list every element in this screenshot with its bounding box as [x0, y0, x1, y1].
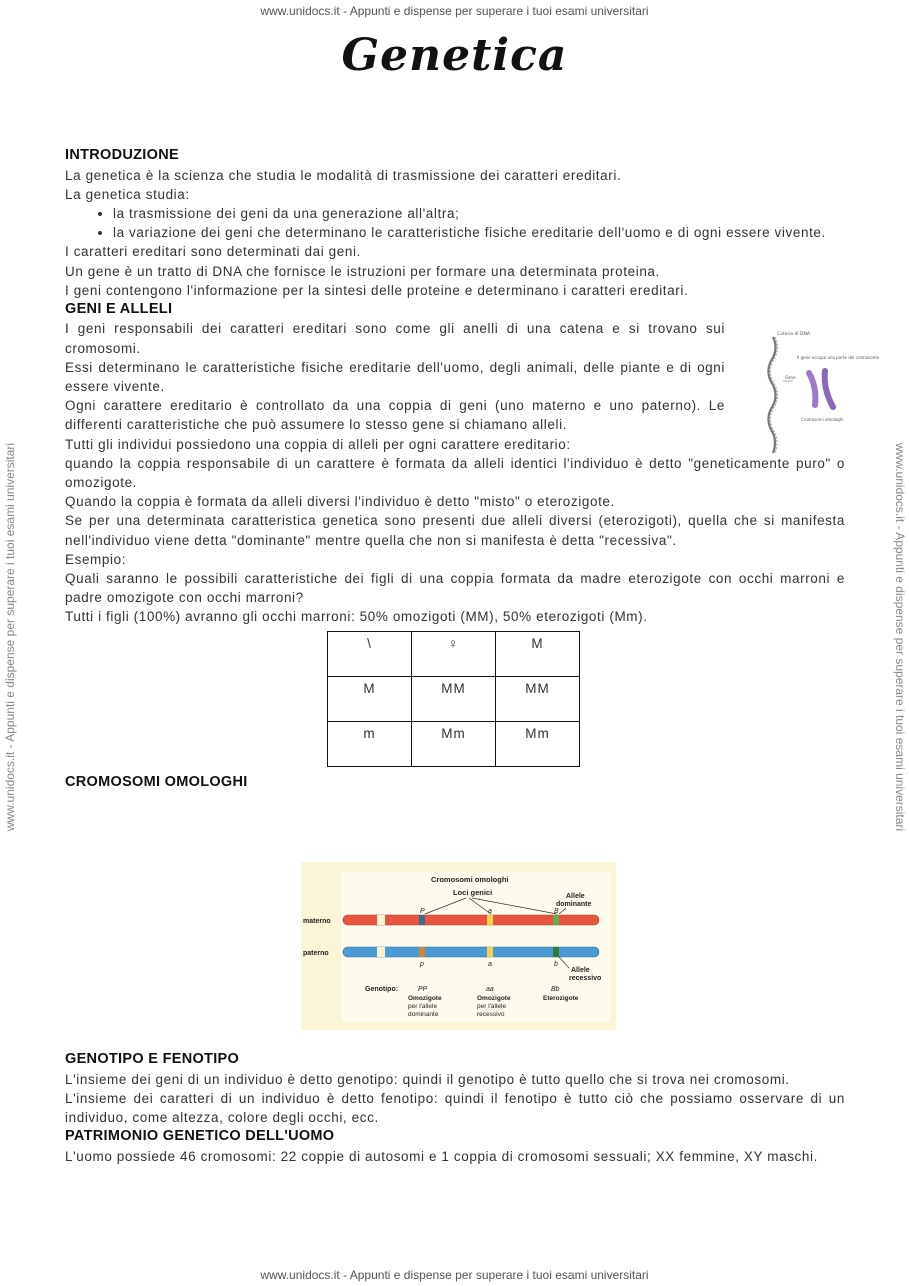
geni-p3: Ogni carattere ereditario è controllato da una coppia di geni (uno materno e uno paterno). Le differenti caratteristiche che può assumere lo stesso gene si chiamano alleli. — [65, 398, 725, 433]
allele-P: P — [420, 908, 425, 915]
genotipo-p1: L'insieme dei geni di un individuo è detto genotipo: quindi il genotipo è tutto quello che si trova nei cromosomi. — [65, 1071, 790, 1087]
gene-locus — [487, 915, 493, 925]
chromosome-shape — [825, 371, 833, 407]
heading-introduzione: INTRODUZIONE — [65, 147, 179, 163]
centromere — [377, 915, 385, 925]
materno-label: materno — [303, 918, 331, 925]
geni-block — [65, 319, 880, 434]
chromosome-shape — [809, 373, 815, 405]
watermark-top: www.unidocs.it - Appunti e dispense per superare i tuoi esami universitari — [260, 4, 649, 18]
allele-dominant-label: Allele — [566, 893, 585, 900]
figure-label: Cromosomi omologhi — [801, 417, 844, 423]
desc: per l'allele — [477, 1003, 507, 1010]
figure-label: Il gene occupa una parte del cromosoma — [797, 355, 880, 361]
allele-B: B — [554, 908, 559, 915]
gene-locus — [553, 915, 559, 925]
list-item: • la trasmissione dei geni da una generazione all'altra; — [113, 204, 845, 223]
desc: per l'allele — [408, 1003, 438, 1010]
dna-strand — [768, 337, 775, 453]
heading-cromosomi-omologhi: CROMOSOMI OMOLOGHI — [65, 773, 248, 790]
patrimonio-p1: L'uomo possiede 46 cromosomi: 22 coppie di autosomi e 1 coppia di cromosomi sessuali; XX femmine, XY maschi. — [65, 1148, 818, 1164]
punnett-square — [327, 631, 580, 767]
intro-p5: I geni contengono l'informazione per la sintesi delle proteine e determinano i caratteri ereditari. — [65, 282, 689, 298]
geni-p9: Quali saranno le possibili caratteristiche dei figli di una coppia formata da madre eterozigote con occhi marroni e padre omozigote con occhi marroni? — [65, 571, 845, 606]
paterno-label: paterno — [303, 950, 329, 957]
desc: dominante — [408, 1011, 439, 1018]
allele-recessive-label: Allele — [571, 967, 590, 974]
main-content — [65, 146, 880, 792]
dna-chromosome-figure — [755, 329, 880, 457]
intro-list — [65, 204, 845, 242]
geni-p6: Quando la coppia è formata da alleli diversi l'individuo è detto "misto" o eterozigote. — [65, 494, 615, 510]
table-cell: MM — [412, 676, 496, 721]
allele-dominant-label-2: dominante — [556, 901, 592, 908]
list-item: • la variazione dei geni che determinano le caratteristiche fisiche ereditarie dell'uomo e di ogni essere vivente. — [113, 223, 845, 242]
desc: Omozigote — [408, 995, 442, 1002]
centromere — [377, 947, 385, 957]
heading-genotipo-fenotipo: GENOTIPO E FENOTIPO — [65, 1051, 240, 1067]
geni-p5: quando la coppia responsabile di un carattere è formata da alleli identici l'individuo è detto "geneticamente puro" o omozigote. — [65, 455, 845, 491]
table-cell: M — [328, 676, 412, 721]
gene-locus — [553, 947, 559, 957]
intro-p2: La genetica studia: — [65, 186, 190, 202]
table-row — [328, 631, 580, 676]
table-cell: m — [328, 721, 412, 766]
figure-label: Gene — [785, 375, 796, 381]
allele-a: a — [488, 908, 492, 915]
heading-geni-alleli: GENI E ALLELI — [65, 300, 173, 317]
geni-p4: Tutti gli individui possiedono una coppia di alleli per ogni carattere ereditario: — [65, 436, 571, 452]
table-cell: Mm — [496, 721, 580, 766]
loci-label: Loci genici — [453, 888, 493, 897]
gene-locus — [487, 947, 493, 957]
page-title: Genetica — [341, 30, 568, 81]
geni-p7: Se per una determinata caratteristica genetica sono presenti due alleli diversi (eterozigoti), quella che si manifesta nell'individuo viene detta "dominante" mentre quella che non si manifesta è detta "recessiva". — [65, 513, 845, 548]
lower-content — [65, 1050, 845, 1166]
table-cell: \ — [328, 631, 412, 676]
geni-p8: Esempio: — [65, 551, 127, 567]
allele-recessive-label-2: recessivo — [569, 975, 602, 982]
genotype-aa: aa — [486, 986, 494, 993]
geni-p10: Tutti i figli (100%) avranno gli occhi marroni: 50% omozigoti (MM), 50% eterozigoti (Mm). — [65, 609, 648, 625]
intro-p4: Un gene è un tratto di DNA che fornisce le istruzioni per formare una determinata proteina. — [65, 263, 660, 279]
genotipo-p2: L'insieme dei caratteri di un individuo è detto fenotipo: quindi il fenotipo è tutto ciò che possiamo osservare di un individuo, come altezza, colore degli occhi, ecc. — [65, 1090, 845, 1125]
gene-locus — [419, 915, 425, 925]
homologous-chromosomes-figure — [301, 862, 616, 1030]
heading-patrimonio: PATRIMONIO GENETICO DELL'UOMO — [65, 1128, 335, 1145]
figure-title: Cromosomi omologhi — [431, 875, 509, 884]
table-cell: MM — [496, 676, 580, 721]
geni-text — [65, 319, 725, 434]
table-row — [328, 721, 580, 766]
intro-p3: I caratteri ereditari sono determinati dai geni. — [65, 244, 361, 260]
table-cell: ♀ — [412, 631, 496, 676]
desc: Omozigote — [477, 995, 511, 1002]
intro-p1: La genetica è la scienza che studia le modalità di trasmissione dei caratteri ereditari. — [65, 167, 622, 183]
desc: Eterozigote — [543, 995, 579, 1002]
allele-a: a — [488, 961, 492, 968]
gene-locus — [419, 947, 425, 957]
watermark-left: www.unidocs.it - Appunti e dispense per superare i tuoi esami universitari — [3, 442, 17, 832]
watermark-right: www.unidocs.it - Appunti e dispense per superare i tuoi esami universitari — [893, 442, 907, 832]
table-cell: Mm — [412, 721, 496, 766]
desc: recessivo — [477, 1011, 505, 1018]
genotype-Bb: Bb — [551, 986, 560, 993]
table-cell: M — [496, 631, 580, 676]
allele-b: b — [554, 961, 558, 968]
allele-p: p — [420, 961, 424, 968]
figure-label: Catena di DNA — [777, 332, 810, 338]
genotype-PP: PP — [418, 986, 428, 993]
geni-p1: I geni responsabili dei caratteri ereditari sono come gli anelli di una catena e si trovano sui cromosomi. — [65, 321, 725, 356]
geni-p2: Essi determinano le caratteristiche fisiche ereditarie dell'uomo, degli animali, delle piante e di ogni essere vivente. — [65, 359, 725, 395]
watermark-bottom: www.unidocs.it - Appunti e dispense per superare i tuoi esami universitari — [260, 1268, 649, 1282]
table-row — [328, 676, 580, 721]
genotipo-label: Genotipo: — [365, 986, 399, 993]
